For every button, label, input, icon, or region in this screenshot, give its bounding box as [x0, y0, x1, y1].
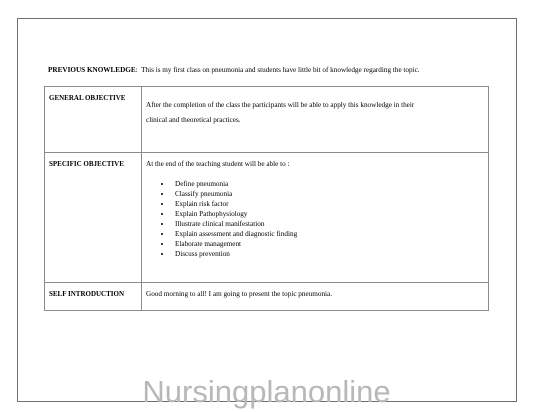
list-item: • Discuss prevention [172, 249, 484, 259]
self-introduction-heading: SELF INTRODUCTION [45, 283, 142, 311]
list-item: • Classify pneumonia [172, 189, 484, 199]
list-item: • Explain risk factor [172, 199, 484, 209]
table-row-self-introduction [45, 283, 489, 311]
previous-knowledge-label: PREVIOUS KNOWLEDGE [48, 66, 136, 74]
list-item: • Define pneumonia [172, 179, 484, 189]
previous-knowledge-paragraph [48, 66, 518, 75]
list-item: • Illustrate clinical manifestation [172, 219, 484, 229]
table-row-general-objective [45, 87, 489, 153]
general-objective-line: clinical and theoretical practices. [146, 116, 241, 124]
previous-knowledge-text: This is my first class on pneumonia and students have little bit of knowledge regarding the topic. [141, 66, 420, 74]
list-item: • Explain assessment and diagnostic finding [172, 229, 484, 239]
specific-objective-heading: SPECIFIC OBJECTIVE [45, 153, 142, 283]
list-item: • Explain Pathophysiology [172, 209, 484, 219]
watermark-text: Nursingplanonline [142, 374, 391, 409]
specific-objective-cell [142, 153, 489, 283]
specific-objective-list [172, 179, 484, 259]
general-objective-line: After the completion of the class the participants will be able to apply this knowledge in their [146, 101, 415, 109]
table-row-specific-objective [45, 153, 489, 283]
lesson-plan-table [44, 86, 489, 311]
specific-objective-intro: At the end of the teaching student will be able to : [146, 160, 290, 168]
list-item: • Elaborate management [172, 239, 484, 249]
self-introduction-text: Good morning to all! I am going to present the topic pneumonia. [142, 283, 489, 311]
previous-knowledge-separator: : [135, 66, 138, 74]
general-objective-cell [142, 87, 489, 153]
general-objective-heading: GENERAL OBJECTIVE [45, 87, 142, 153]
